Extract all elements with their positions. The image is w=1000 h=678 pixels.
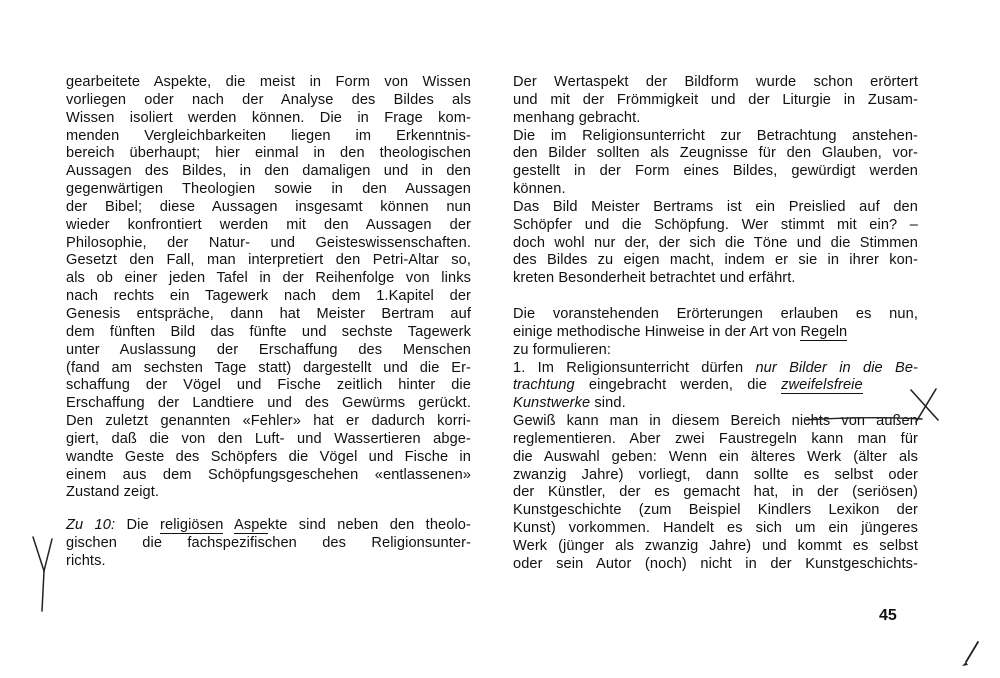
text-line: Erschaffung der Landtiere und des Gewürms gerückt. [66,395,471,412]
text-line: schaffung der Vögel und Fische zeitlich hinter die [66,377,471,394]
text-line: Die voranstehenden Erörterungen erlauben es nun, [513,305,918,322]
corner-mark-icon [956,640,982,670]
text-line: kreten Besonderheit betrachtet und erfährt. [513,270,796,287]
text-line: Gewiß kann man in diesem Bereich nichts von außen [513,413,918,430]
text-line: unter Auslassung der Erschaffung des Menschen [66,341,471,358]
left-paragraph-1 [66,74,471,502]
text-line: zu formulieren: [513,341,612,358]
text-line: 1. Im Religionsunterricht dürfen nur Bilder in die Be- [513,359,919,376]
text-line: der Bibel; diese Aussagen insgesamt können nun [66,198,471,215]
text-line: Kunstwerke sind. [513,395,626,412]
text-line: menhang gebracht. [513,109,641,126]
text-line: Die im Religionsunterricht zur Betrachtung anstehen- [513,127,918,144]
text-line: Genesis entspräche, dann hat Meister Bertram auf [66,305,471,322]
text-line: doch wohl nur der, der sich die Töne und die Stimmen [513,234,918,251]
text-line: giert, daß die von den Luft- und Wassertieren abge- [66,430,471,447]
paragraph-gap [513,288,918,306]
handwritten-underline: Regeln [800,323,848,340]
text-line: den Bilder sollten als Zeugnisse für den Glauben, vor- [513,145,918,162]
text-line: Der Wertaspekt der Bildform wurde schon erörtert [513,74,918,90]
text-line: Kunstgeschichte (zum Beispiel Kindlers Lexikon der [513,502,918,519]
text-line: zwanzig Jahre) vorliegt, dann sollte es selbst oder [513,466,918,483]
text-line: die Auswahl geben: Wenn ein älteres Werk (älter als [513,448,918,465]
paragraph-gap [66,502,471,517]
text-line: vorliegen oder nach der Analyse des Bildes als [66,91,471,108]
text-line: Zu 10: Die religiösen Aspekte sind neben den theolo- [66,517,471,534]
text-line: reglementieren. Aber zwei Faustregeln kann man für [513,430,918,447]
text-line: (fand am sechsten Tage statt) dargestellt und die Er- [66,359,471,376]
text-line: Kunst) vorkommen. Handelt es sich um ein jüngeres [513,520,918,537]
text-line: dem fünften Bild das fünfte und sechste Tagewerk [66,323,471,340]
right-column [513,74,918,574]
page-number: 45 [879,607,897,624]
text-line: richts. [66,552,106,569]
text-line: können. [513,181,566,198]
right-paragraph-4 [513,306,918,360]
text-line: Das Bild Meister Bertrams ist ein Preislied auf den [513,198,918,215]
text-line: einem aus dem Schöpfungsgeschehen «entlassenen» [66,466,471,483]
text-line: oder sein Autor (noch) nicht in der Kunstgeschichts- [513,555,918,572]
right-paragraph-3 [513,199,918,288]
text-line: gischen die fachspezifischen des Religionsunter- [66,535,471,552]
text-line: Zustand zeigt. [66,484,160,501]
note-zu-10 [66,517,471,571]
handwritten-underline: religiösen [160,517,224,534]
right-paragraph-1 [513,74,918,128]
right-paragraph-2 [513,128,918,199]
text-line: wandte Geste des Schöpfers die Vögel und Fische in [66,448,471,465]
text-line: nach rechts ein Tagewerk nach dem 1.Kapitel der [66,288,471,305]
rule-1 [513,360,918,414]
text-line: gearbeitete Aspekte, die meist in Form von Wissen [66,74,471,90]
text-line: bereich überhaupt; hier einmal in den theologischen [66,145,471,162]
text-line: als ob einer jeden Tafel in der Reihenfolge von links [66,270,471,287]
handwritten-underline-stroke-icon [804,412,924,424]
text-line: des Bildes zu eigen macht, indem er sie in ihrer kon- [513,252,918,269]
text-line: Den zuletzt genannten «Fehler» hat er dadurch korri- [66,413,471,430]
handwritten-margin-mark-icon [30,535,56,615]
text-line: gestellt in der Form eines Bildes, gewürdigt werden [513,163,918,180]
text-line: Schöpfer und die Schöpfung. Wer stimmt mit ein? – [513,216,918,233]
text-line: Wissen isoliert werden können. Die in Frage kom- [66,109,471,126]
text-line: Werk (jünger als zwanzig Jahre) und kommt es selbst [513,537,918,554]
handwritten-underline: zweifelsfreie [781,377,863,394]
text-line: gegenwärtigen Theologien sowie in den Aussagen [66,181,471,198]
text-line: Gesetzt den Fall, man interpretiert den Petri-Altar so, [66,252,471,269]
text-line: und mit der Frömmigkeit und der Liturgie in Zusam- [513,91,918,108]
text-line: trachtung eingebracht werden, die zweifelsfreie [513,377,863,394]
right-paragraph-5 [513,413,918,574]
note-label: Zu 10: [66,517,116,534]
text-line: wieder konfrontiert werden mit den Aussagen der [66,216,471,233]
text-line: menden Vergleichbarkeiten liegen im Erkenntnis- [66,127,471,144]
text-line: Philosophie, der Natur- und Geisteswissenschaften. [66,234,471,251]
text-line: der Künstler, der es gemacht hat, in der (seriösen) [513,484,918,501]
left-column [66,74,471,571]
text-line: einige methodische Hinweise in der Art von Regeln [513,323,848,340]
text-line: Aussagen des Bildes, in den damaligen und in den [66,163,471,180]
